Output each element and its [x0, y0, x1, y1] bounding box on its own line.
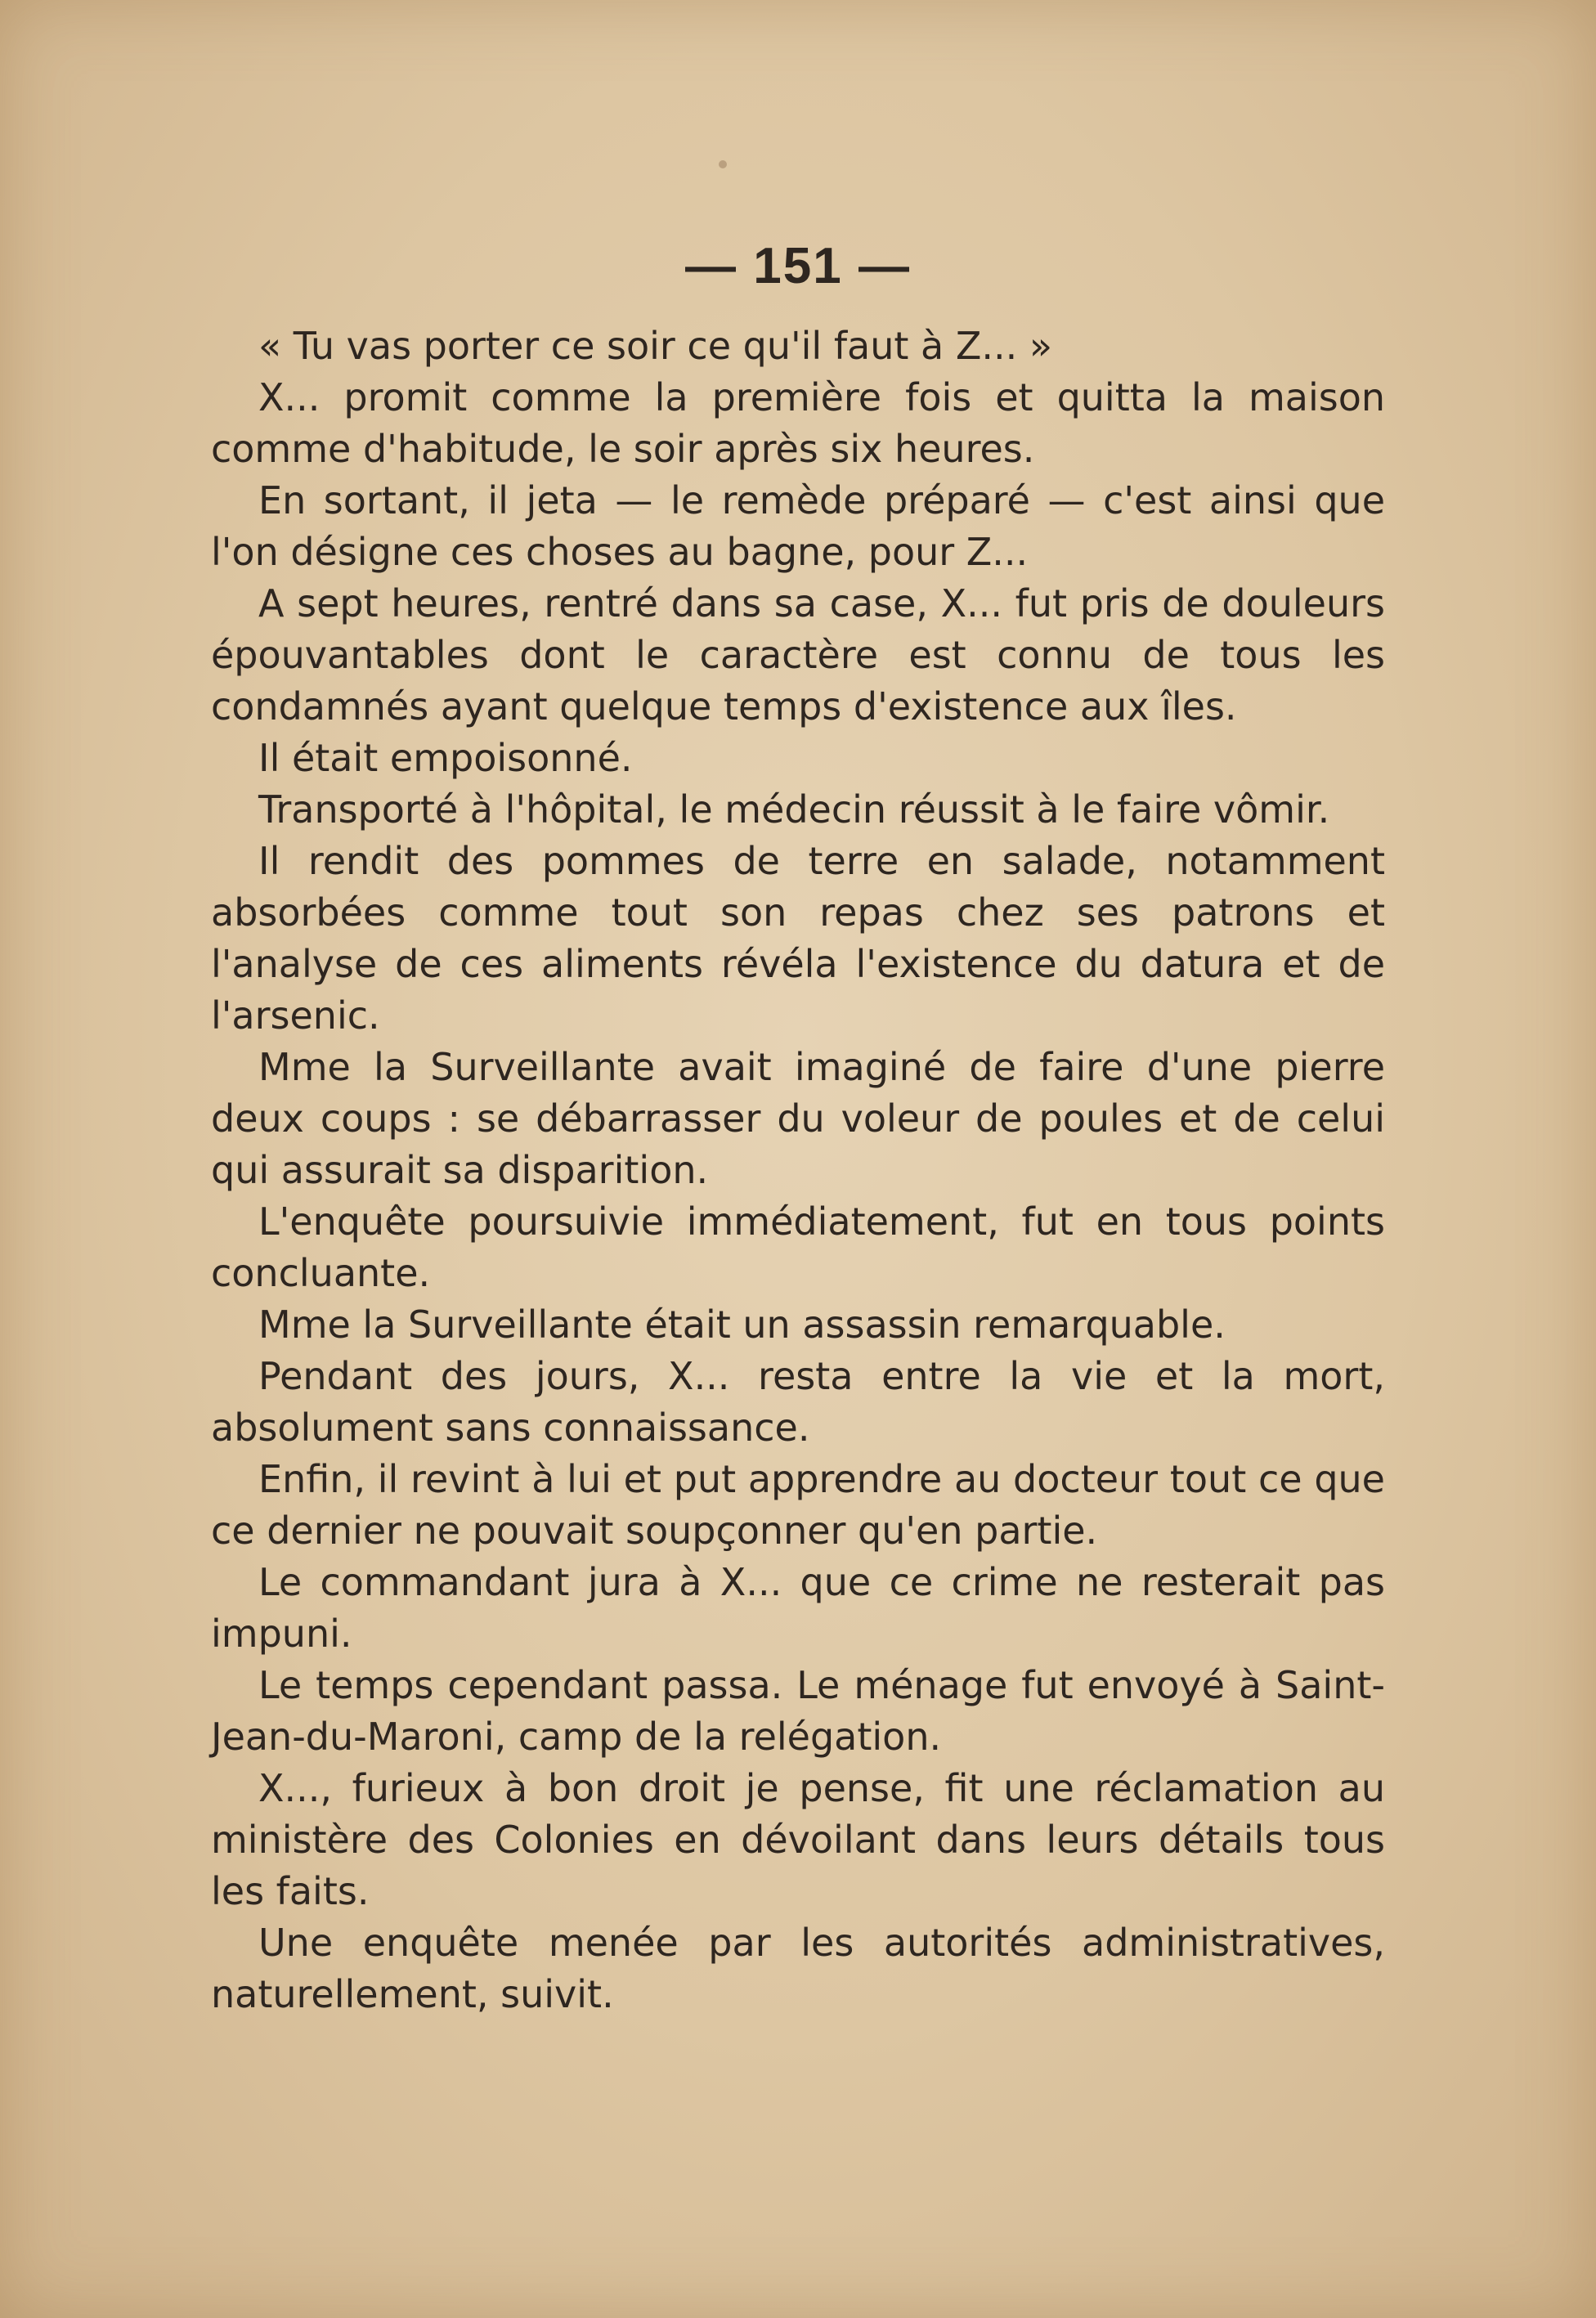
paragraph: L'enquête poursuivie immédiatement, fut en tous points concluante.: [211, 1199, 1385, 1295]
paragraph: A sept heures, rentré dans sa case, X... fut pris de douleurs épouvantables dont le caractère est connu de tous les condamnés ayant quelque temps d'existence aux îles.: [211, 581, 1385, 729]
paragraph: X... promit comme la première fois et quitta la maison comme d'habitude, le soir après six heures.: [211, 375, 1385, 471]
paragraph: Pendant des jours, X... resta entre la vie et la mort, absolument sans connaissance.: [211, 1354, 1385, 1450]
paragraph: En sortant, il jeta — le remède préparé — c'est ainsi que l'on désigne ces choses au bagne, pour Z...: [211, 478, 1385, 574]
paper-speck: [719, 160, 727, 168]
paragraph: Une enquête menée par les autorités administratives, naturellement, suivit.: [211, 1921, 1385, 2016]
page-number: — 151 —: [685, 238, 911, 294]
paragraph: Mme la Surveillante était un assassin remarquable.: [258, 1302, 1226, 1347]
paragraph: Transporté à l'hôpital, le médecin réussit à le faire vômir.: [258, 787, 1330, 832]
paragraph: Mme la Surveillante avait imaginé de faire d'une pierre deux coups : se débarrasser du voleur de poules et de celui qui assurait sa disparition.: [211, 1045, 1385, 1192]
paragraph: Le temps cependant passa. Le ménage fut envoyé à Saint-Jean-du-Maroni, camp de la relégation.: [211, 1663, 1385, 1759]
paragraph: Il était empoisonné.: [258, 736, 633, 780]
paragraph: « Tu vas porter ce soir ce qu'il faut à Z... »: [258, 324, 1052, 368]
paragraph: Le commandant jura à X... que ce crime ne resterait pas impuni.: [211, 1560, 1385, 1656]
paragraph: Il rendit des pommes de terre en salade, notamment absorbées comme tout son repas chez ses patrons et l'analyse de ces aliments révéla l'existence du datura et de l'arsenic.: [211, 839, 1385, 1038]
paragraph: Enfin, il revint à lui et put apprendre au docteur tout ce que ce dernier ne pouvait soupçonner qu'en partie.: [211, 1457, 1385, 1553]
paragraph: X..., furieux à bon droit je pense, fit une réclamation au ministère des Colonies en dévoilant dans leurs détails tous les faits.: [211, 1766, 1385, 1913]
body-text: [211, 321, 1385, 2020]
